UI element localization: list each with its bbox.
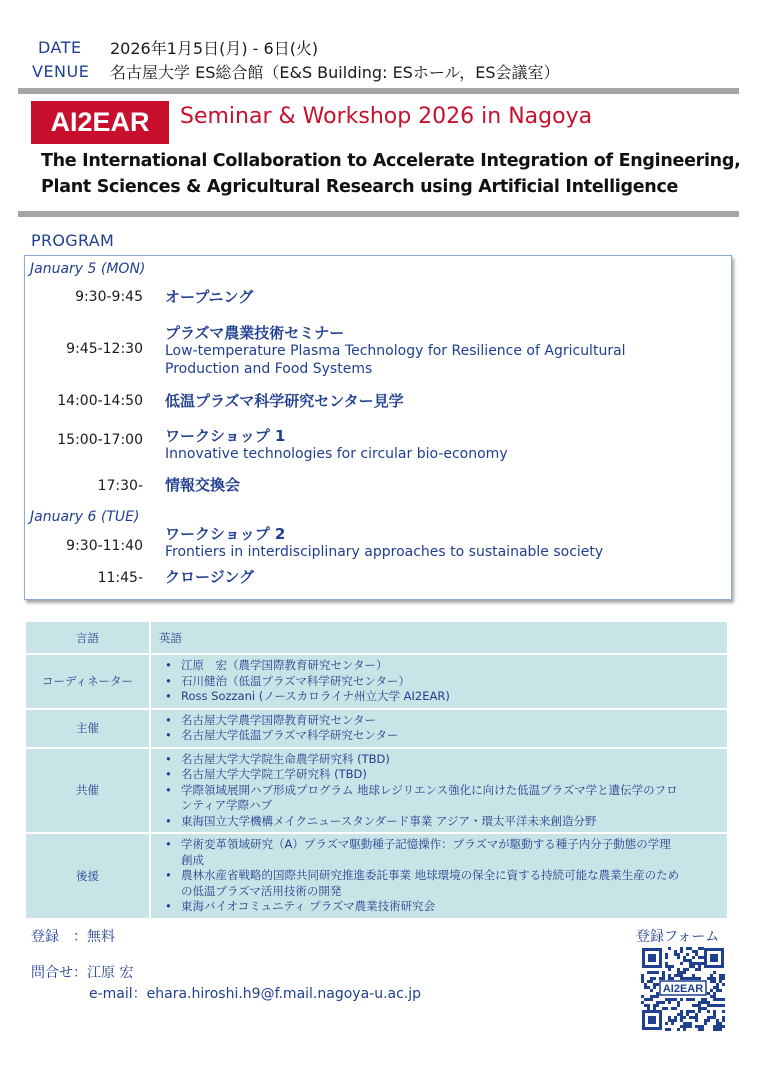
supporters-list: [159, 837, 719, 915]
registration-fee: 登録 ：無料: [31, 929, 115, 945]
row-language: [25, 621, 728, 654]
row-co-organizers: [25, 748, 728, 834]
event-networking: 情報交換会: [165, 476, 241, 494]
event-plasma-seminar-en2: Production and Food Systems: [165, 361, 373, 377]
title-divider: [18, 211, 739, 217]
time-workshop2: 9:30-11:40: [66, 538, 143, 554]
venue-label: VENUE: [32, 62, 90, 81]
list-item: • 学際領域展開ハブ形成プログラム 地球レジリエンス強化に向けた低温プラズマ学と遺伝学のフロ: [181, 783, 719, 799]
list-item: • Ross Sozzani (ノースカロライナ州立大学 AI2EAR): [181, 689, 719, 705]
event-opening: オープニング: [165, 288, 254, 306]
event-closing: クロージング: [165, 568, 255, 586]
event-center-tour: 低温プラズマ科学研究センター見学: [165, 392, 404, 410]
event-plasma-seminar-en1: Low-temperature Plasma Technology for Resilience of Agricultural: [165, 343, 626, 359]
contact-name: 問合せ：江原 宏: [31, 965, 134, 981]
list-item: • 石川健治（低温プラズマ科学研究センター）: [181, 674, 719, 690]
list-item: • 名古屋大学低温プラズマ科学研究センター: [181, 728, 719, 744]
row-organizers: [25, 709, 728, 748]
co-organizers-label: 共催: [25, 748, 150, 834]
organizers-label: 主催: [25, 709, 150, 748]
ai2ear-logo: AI2EAR: [31, 101, 169, 144]
list-item: • 名古屋大学大学院工学研究科 (TBD): [181, 767, 719, 783]
continuation-text: の低温プラズマ活用技術の開発: [181, 883, 342, 898]
date-label: DATE: [38, 38, 82, 57]
row-supporters: [25, 833, 728, 919]
date-value: 2026年1月5日(月) - 6日(火): [110, 39, 319, 58]
coordinators-label: コーディネーター: [25, 654, 150, 709]
list-item: • 東海国立大学機構メイクニュースタンダード事業 アジア・環太平洋未来創造分野: [181, 814, 719, 830]
event-workshop2: ワークショップ 2: [165, 525, 286, 543]
qr-logo-text: AI2EAR: [662, 983, 704, 995]
list-item: • 東海バイオコミュニティ プラズマ農業技術研究会: [181, 899, 719, 915]
time-opening: 9:30-9:45: [75, 289, 143, 305]
time-workshop1: 15:00-17:00: [57, 432, 143, 448]
list-item-continuation: [181, 853, 719, 869]
contact-email[interactable]: e-mail：ehara.hiroshi.h9@f.mail.nagoya-u.ac.jp: [89, 986, 422, 1002]
day1-label: January 5 (MON): [30, 261, 146, 277]
time-closing: 11:45-: [97, 570, 143, 586]
time-networking: 17:30-: [97, 478, 143, 494]
continuation-text: ンティア学際ハブ: [181, 798, 273, 812]
info-table: [24, 620, 729, 920]
list-item: • 学術変革領域研究（A）プラズマ駆動種子記憶操作：プラズマが駆動する種子内分子動態の学理: [181, 837, 719, 853]
organizers-list: [159, 713, 719, 744]
qr-code-icon: [641, 947, 725, 1031]
registration-form-label: 登録フォーム: [636, 929, 720, 945]
subtitle-line1: The International Collaboration to Accelerate Integration of Engineering,: [41, 151, 741, 171]
subtitle-line2: Plant Sciences & Agricultural Research using Artificial Intelligence: [41, 177, 679, 197]
list-item: • 名古屋大学農学国際教育研究センター: [181, 713, 719, 729]
list-item: • 江原 宏（農学国際教育研究センター）: [181, 658, 719, 674]
list-item-continuation: [181, 798, 719, 814]
event-workshop1: ワークショップ 1: [165, 427, 286, 445]
list-item: • 農林水産省戦略的国際共同研究推進委託事業 地球環境の保全に資する持続可能な農業生産のため: [181, 868, 719, 884]
supporters-label: 後援: [25, 833, 150, 919]
registration-qr-code[interactable]: [641, 947, 725, 1031]
event-workshop2-en: Frontiers in interdisciplinary approaches to sustainable society: [165, 544, 604, 560]
time-plasma-seminar: 9:45-12:30: [66, 341, 143, 357]
coordinators-list: [159, 658, 719, 705]
continuation-text: 創成: [181, 852, 204, 867]
time-center-tour: 14:00-14:50: [57, 393, 143, 409]
co-organizers-list: [159, 752, 719, 830]
top-divider: [18, 88, 739, 94]
event-workshop1-en: Innovative technologies for circular bio-economy: [165, 446, 508, 462]
row-coordinators: [25, 654, 728, 709]
venue-value: 名古屋大学 ES総合館（E&S Building: ESホール，ES会議室）: [110, 63, 560, 82]
event-plasma-seminar: プラズマ農業技術セミナー: [165, 324, 345, 342]
program-heading: PROGRAM: [31, 231, 115, 250]
list-item: • 名古屋大学大学院生命農学研究科 (TBD): [181, 752, 719, 768]
list-item-continuation: [181, 884, 719, 900]
language-value: 英語: [150, 621, 728, 654]
day2-label: January 6 (TUE): [30, 509, 140, 525]
seminar-title: Seminar & Workshop 2026 in Nagoya: [180, 104, 593, 129]
program-box: [24, 255, 732, 600]
language-label: 言語: [25, 621, 150, 654]
